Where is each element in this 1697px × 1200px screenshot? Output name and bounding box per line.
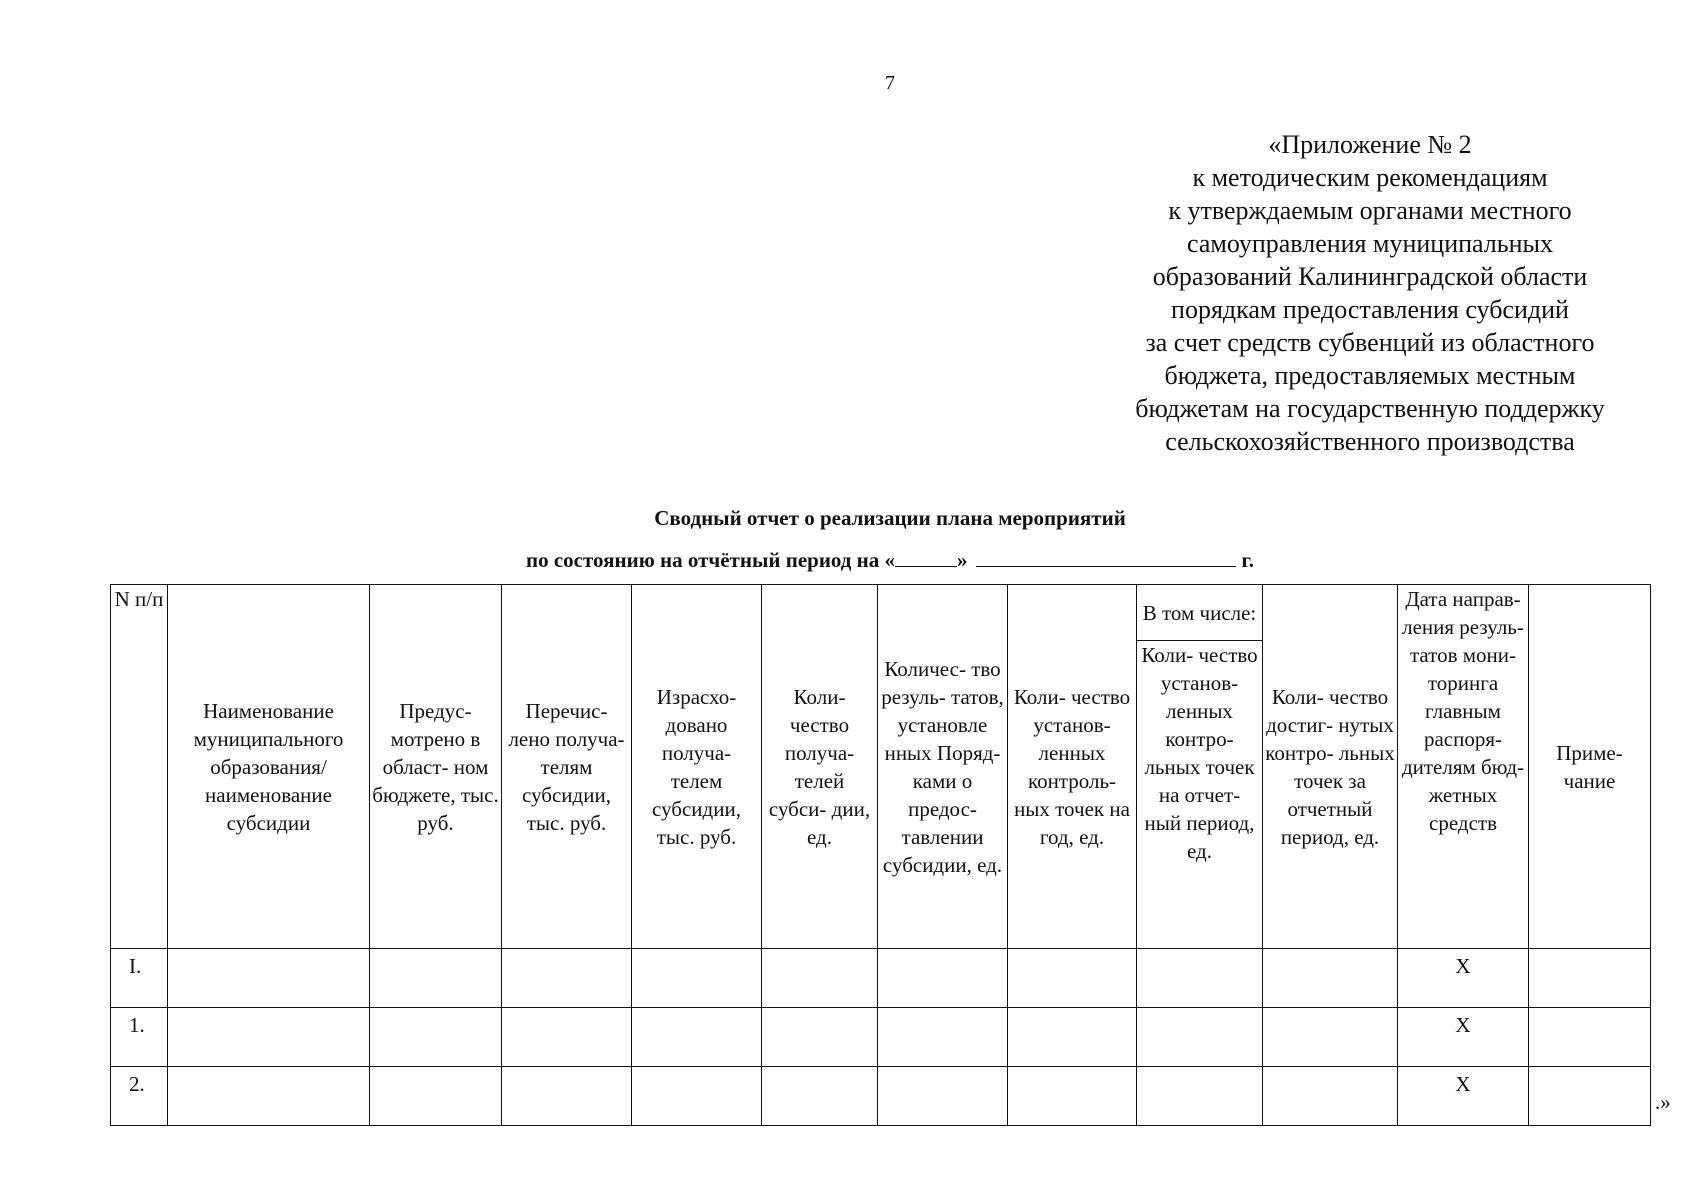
row-number: 2. xyxy=(111,1067,168,1126)
header-spent: Израсхо- довано получа- телем субсидии, тыс. руб. xyxy=(632,585,762,949)
appendix-line: образований Калининградской области xyxy=(1152,262,1588,291)
cell-transferred xyxy=(502,949,632,1008)
period-mid: » xyxy=(957,548,968,572)
cell-recipients xyxy=(762,1067,878,1126)
appendix-line: за счет средств субвенций из областного xyxy=(1145,328,1595,357)
table-row xyxy=(111,1067,1651,1126)
cell-spent xyxy=(632,1067,762,1126)
day-blank xyxy=(895,546,957,567)
header-control-year: Коли- чество установ- ленных контроль- ных точек на год, ед. xyxy=(1008,585,1137,949)
cell-planned xyxy=(370,1067,502,1126)
cell-control-period xyxy=(1137,949,1263,1008)
closing-quote-mark: .» xyxy=(1655,1090,1671,1114)
header-transferred: Перечис- лено получа- телям субсидии, тыс. руб. xyxy=(502,585,632,949)
cell-spent xyxy=(632,1008,762,1067)
header-including: В том числе: xyxy=(1137,585,1263,641)
appendix-line: к методическим рекомендациям xyxy=(1192,163,1548,192)
cell-date: Х xyxy=(1398,1008,1529,1067)
cell-planned xyxy=(370,949,502,1008)
cell-transferred xyxy=(502,1008,632,1067)
cell-name xyxy=(168,1008,370,1067)
cell-results xyxy=(878,1067,1008,1126)
cell-control-year xyxy=(1008,1067,1137,1126)
row-number: 1. xyxy=(111,1008,168,1067)
header-achieved: Коли- чество достиг- нутых контро- льных точек за отчетный период, ед. xyxy=(1263,585,1398,949)
cell-note xyxy=(1529,1008,1651,1067)
cell-name xyxy=(168,949,370,1008)
cell-control-period xyxy=(1137,1008,1263,1067)
appendix-line: «Приложение № 2 xyxy=(1268,130,1472,159)
cell-control-year xyxy=(1008,949,1137,1008)
cell-recipients xyxy=(762,1008,878,1067)
appendix-heading xyxy=(1090,128,1650,458)
table-row xyxy=(111,1008,1651,1067)
appendix-line: бюджетам на государственную поддержку xyxy=(1135,394,1605,423)
period-suffix: г. xyxy=(1241,548,1254,572)
cell-recipients xyxy=(762,949,878,1008)
report-table xyxy=(110,584,1651,1126)
cell-achieved xyxy=(1263,1067,1398,1126)
cell-control-period xyxy=(1137,1067,1263,1126)
cell-achieved xyxy=(1263,1008,1398,1067)
header-planned: Предус- мотрено в област- ном бюджете, тыс. руб. xyxy=(370,585,502,949)
appendix-line: к утверждаемым органами местного xyxy=(1168,196,1572,225)
appendix-line: сельскохозяйственного производства xyxy=(1165,427,1575,456)
header-note: Приме- чание xyxy=(1529,585,1651,949)
cell-note xyxy=(1529,949,1651,1008)
appendix-line: самоуправления муниципальных xyxy=(1186,229,1554,258)
cell-note xyxy=(1529,1067,1651,1126)
cell-results xyxy=(878,1008,1008,1067)
page-number: 7 xyxy=(885,72,895,94)
cell-planned xyxy=(370,1008,502,1067)
report-title: Сводный отчет о реализации плана мероприятий xyxy=(654,506,1126,530)
header-control-period: Коли- чество установ- ленных контро- льных точек на отчет- ный период, ед. xyxy=(1137,641,1263,949)
cell-control-year xyxy=(1008,1008,1137,1067)
cell-transferred xyxy=(502,1067,632,1126)
cell-date: Х xyxy=(1398,1067,1529,1126)
cell-date: Х xyxy=(1398,949,1529,1008)
cell-spent xyxy=(632,949,762,1008)
header-recipients: Коли- чество получа- телей субси- дии, ед. xyxy=(762,585,878,949)
header-results: Количес- тво резуль- татов, установле нных Поряд- ками о предос- тавлении субсидии, ед. xyxy=(878,585,1008,949)
period-prefix: по состоянию на отчётный период на « xyxy=(526,548,896,572)
appendix-line: порядкам предоставления субсидий xyxy=(1171,295,1569,324)
report-period-line xyxy=(0,546,1697,573)
month-year-blank xyxy=(976,546,1236,567)
cell-results xyxy=(878,949,1008,1008)
appendix-line: бюджета, предоставляемых местным xyxy=(1164,361,1576,390)
row-number: I. xyxy=(111,949,168,1008)
header-num: N п/п xyxy=(111,585,168,949)
header-date: Дата направ- ления резуль- татов мони- торинга главным распоря- дителям бюд- жетных средств xyxy=(1398,585,1529,949)
cell-name xyxy=(168,1067,370,1126)
header-name: Наименование муниципального образования/ наименование субсидии xyxy=(168,585,370,949)
table-row xyxy=(111,949,1651,1008)
cell-achieved xyxy=(1263,949,1398,1008)
